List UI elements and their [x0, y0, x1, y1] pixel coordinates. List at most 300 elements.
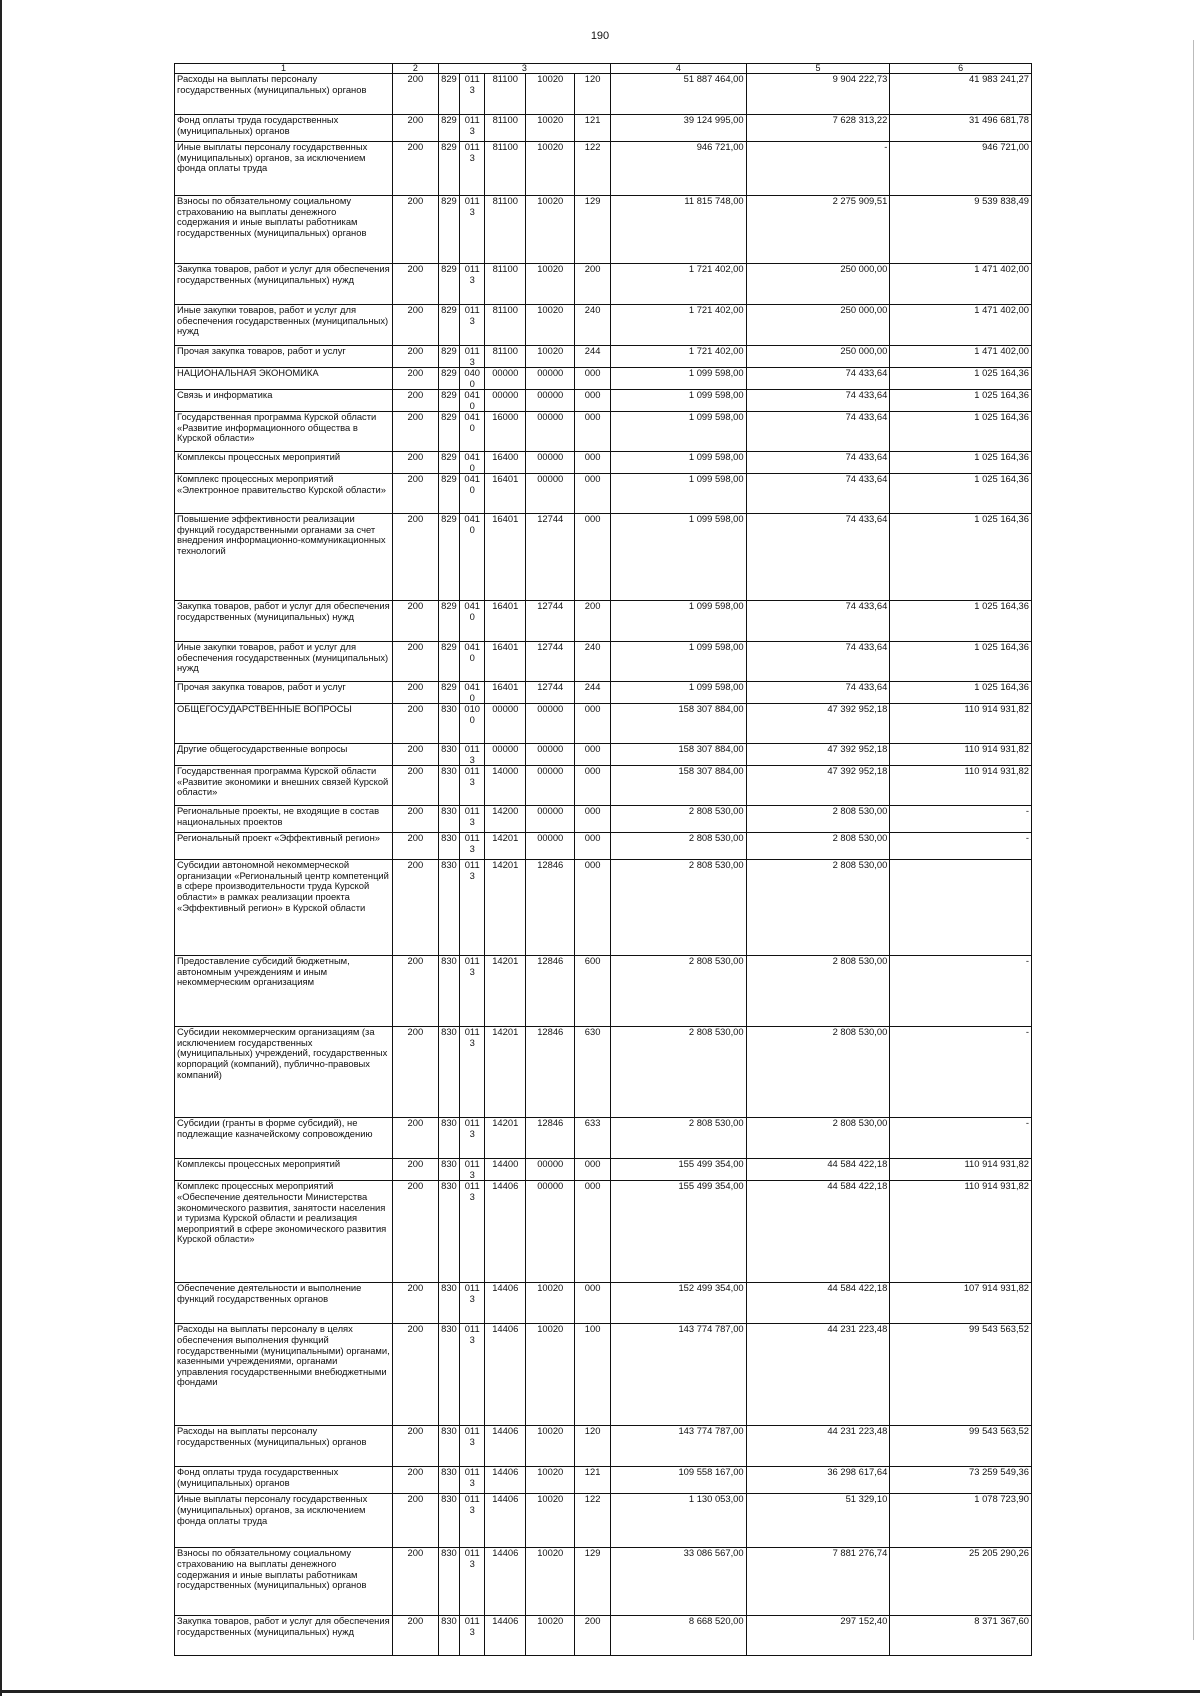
row-code-5: 10020 [526, 1494, 575, 1548]
row-code-2: 830 [438, 1159, 460, 1181]
row-code-6: 121 [575, 1467, 611, 1494]
table-row [175, 642, 1032, 682]
row-value-5: 44 231 223,48 [746, 1324, 890, 1426]
row-value-6: - [890, 806, 1032, 833]
row-code-2: 829 [438, 115, 460, 142]
row-code-5: 10020 [526, 196, 575, 264]
table-row [175, 305, 1032, 346]
row-value-4: 39 124 995,00 [611, 115, 746, 142]
row-value-5: 2 808 530,00 [746, 833, 890, 860]
row-code-5: 10020 [526, 1548, 575, 1616]
row-code-3: 0410 [460, 642, 485, 682]
row-code-1: 200 [393, 642, 438, 682]
row-code-4: 14201 [485, 1118, 526, 1159]
row-name: Государственная программа Курской области «Развитие экономики и внешних связей Курской области» [175, 766, 393, 806]
row-code-5: 12744 [526, 514, 575, 601]
row-name: Иные закупки товаров, работ и услуг для обеспечения государственных (муниципальных) нужд [175, 305, 393, 346]
row-code-6: 200 [575, 1616, 611, 1656]
row-code-6: 000 [575, 390, 611, 412]
row-value-4: 2 808 530,00 [611, 1027, 746, 1118]
row-code-4: 00000 [485, 390, 526, 412]
row-code-1: 200 [393, 474, 438, 514]
row-value-5: 250 000,00 [746, 346, 890, 368]
row-name: Взносы по обязательному социальному страхованию на выплаты денежного содержания и иные выплаты работникам государственных (муниципальных) органов [175, 1548, 393, 1616]
row-value-5: 51 329,10 [746, 1494, 890, 1548]
row-code-5: 10020 [526, 346, 575, 368]
row-value-6: 8 371 367,60 [890, 1616, 1032, 1656]
row-code-1: 200 [393, 142, 438, 196]
row-code-5: 00000 [526, 1159, 575, 1181]
table-row [175, 1181, 1032, 1283]
row-code-1: 200 [393, 514, 438, 601]
row-value-6: - [890, 956, 1032, 1027]
row-value-4: 1 721 402,00 [611, 346, 746, 368]
row-name: Предоставление субсидий бюджетным, автономным учреждениям и иным некоммерческим организациям [175, 956, 393, 1027]
row-value-4: 152 499 354,00 [611, 1283, 746, 1324]
row-name: Обеспечение деятельности и выполнение функций государственных органов [175, 1283, 393, 1324]
row-value-5: - [746, 142, 890, 196]
row-name: Взносы по обязательному социальному страхованию на выплаты денежного содержания и иные выплаты работникам государственных (муниципальных) органов [175, 196, 393, 264]
row-code-2: 830 [438, 806, 460, 833]
row-value-4: 2 808 530,00 [611, 956, 746, 1027]
row-code-5: 00000 [526, 744, 575, 766]
row-code-6: 122 [575, 142, 611, 196]
row-code-4: 14201 [485, 860, 526, 956]
row-code-4: 81100 [485, 196, 526, 264]
row-value-5: 74 433,64 [746, 514, 890, 601]
row-code-6: 000 [575, 1181, 611, 1283]
row-code-6: 200 [575, 601, 611, 642]
row-code-3: 0113 [460, 833, 485, 860]
row-value-6: 73 259 549,36 [890, 1467, 1032, 1494]
table-row [175, 1324, 1032, 1426]
row-value-6: 99 543 563,52 [890, 1426, 1032, 1467]
row-name: Связь и информатика [175, 390, 393, 412]
row-code-1: 200 [393, 1467, 438, 1494]
header-col-6: 6 [890, 64, 1032, 74]
row-value-4: 11 815 748,00 [611, 196, 746, 264]
row-code-2: 830 [438, 1616, 460, 1656]
row-code-5: 10020 [526, 1324, 575, 1426]
row-code-3: 0113 [460, 1027, 485, 1118]
row-value-4: 143 774 787,00 [611, 1426, 746, 1467]
row-code-1: 200 [393, 452, 438, 474]
row-code-1: 200 [393, 704, 438, 744]
row-code-6: 000 [575, 1159, 611, 1181]
row-code-5: 00000 [526, 368, 575, 390]
row-code-6: 129 [575, 1548, 611, 1616]
row-value-5: 36 298 617,64 [746, 1467, 890, 1494]
header-col-1: 1 [175, 64, 393, 74]
row-value-4: 2 808 530,00 [611, 1118, 746, 1159]
row-value-6 [890, 860, 1032, 956]
row-code-3: 0113 [460, 305, 485, 346]
row-value-6: 1 025 164,36 [890, 390, 1032, 412]
row-code-4: 14201 [485, 956, 526, 1027]
row-value-5: 74 433,64 [746, 474, 890, 514]
row-code-6: 240 [575, 305, 611, 346]
row-code-3: 0113 [460, 806, 485, 833]
row-code-5: 12846 [526, 956, 575, 1027]
row-code-3: 0113 [460, 1181, 485, 1283]
row-value-5: 2 808 530,00 [746, 860, 890, 956]
row-name: Другие общегосударственные вопросы [175, 744, 393, 766]
row-code-5: 00000 [526, 474, 575, 514]
row-value-6: 1 471 402,00 [890, 346, 1032, 368]
row-value-4: 1 099 598,00 [611, 601, 746, 642]
row-value-5: 44 231 223,48 [746, 1426, 890, 1467]
row-code-4: 16401 [485, 642, 526, 682]
row-name: Фонд оплаты труда государственных (муниципальных) органов [175, 115, 393, 142]
row-code-1: 200 [393, 305, 438, 346]
row-value-6: 1 025 164,36 [890, 474, 1032, 514]
row-value-6: 1 471 402,00 [890, 264, 1032, 305]
row-value-5: 297 152,40 [746, 1616, 890, 1656]
row-value-6: 1 025 164,36 [890, 682, 1032, 704]
row-code-4: 81100 [485, 74, 526, 115]
row-value-4: 158 307 884,00 [611, 704, 746, 744]
row-code-5: 12744 [526, 601, 575, 642]
row-code-2: 830 [438, 860, 460, 956]
row-value-6: 99 543 563,52 [890, 1324, 1032, 1426]
row-code-2: 829 [438, 601, 460, 642]
row-code-3: 0410 [460, 452, 485, 474]
header-row [175, 64, 1032, 74]
row-code-5: 10020 [526, 1426, 575, 1467]
table-row [175, 1118, 1032, 1159]
table-row [175, 1283, 1032, 1324]
row-name: Закупка товаров, работ и услуг для обеспечения государственных (муниципальных) нужд [175, 264, 393, 305]
row-code-1: 200 [393, 115, 438, 142]
table-row [175, 1467, 1032, 1494]
row-value-4: 1 099 598,00 [611, 390, 746, 412]
row-name: Расходы на выплаты персоналу государственных (муниципальных) органов [175, 1426, 393, 1467]
table-row [175, 806, 1032, 833]
table-row [175, 196, 1032, 264]
row-value-4: 1 721 402,00 [611, 264, 746, 305]
row-code-6: 000 [575, 368, 611, 390]
row-code-3: 0113 [460, 196, 485, 264]
table-row [175, 682, 1032, 704]
row-code-3: 0113 [460, 1467, 485, 1494]
header-col-5: 5 [746, 64, 890, 74]
row-code-4: 14406 [485, 1467, 526, 1494]
row-value-4: 1 099 598,00 [611, 452, 746, 474]
row-code-3: 0113 [460, 1548, 485, 1616]
row-code-3: 0113 [460, 142, 485, 196]
row-code-1: 200 [393, 1118, 438, 1159]
row-code-6: 129 [575, 196, 611, 264]
row-value-6: 1 471 402,00 [890, 305, 1032, 346]
row-code-3: 0113 [460, 346, 485, 368]
row-code-1: 200 [393, 1027, 438, 1118]
row-code-1: 200 [393, 1426, 438, 1467]
row-code-6: 000 [575, 704, 611, 744]
row-value-5: 44 584 422,18 [746, 1159, 890, 1181]
row-value-4: 1 099 598,00 [611, 682, 746, 704]
table-row [175, 264, 1032, 305]
row-value-6: 110 914 931,82 [890, 744, 1032, 766]
row-name: Иные закупки товаров, работ и услуг для обеспечения государственных (муниципальных) нужд [175, 642, 393, 682]
row-name: Прочая закупка товаров, работ и услуг [175, 682, 393, 704]
row-code-1: 200 [393, 833, 438, 860]
row-name: Закупка товаров, работ и услуг для обеспечения государственных (муниципальных) нужд [175, 1616, 393, 1656]
row-code-5: 00000 [526, 1181, 575, 1283]
row-value-6: 110 914 931,82 [890, 1159, 1032, 1181]
row-code-4: 14406 [485, 1494, 526, 1548]
row-code-1: 200 [393, 682, 438, 704]
row-code-3: 0113 [460, 1118, 485, 1159]
table-row [175, 412, 1032, 452]
row-code-2: 829 [438, 368, 460, 390]
row-value-5: 7 881 276,74 [746, 1548, 890, 1616]
table-row [175, 766, 1032, 806]
row-name: Субсидии (гранты в форме субсидий), не подлежащие казначейскому сопровождению [175, 1118, 393, 1159]
row-value-4: 1 099 598,00 [611, 412, 746, 452]
row-code-3: 0400 [460, 368, 485, 390]
row-value-5: 47 392 952,18 [746, 766, 890, 806]
row-code-4: 81100 [485, 264, 526, 305]
row-code-6: 121 [575, 115, 611, 142]
row-value-5: 2 808 530,00 [746, 956, 890, 1027]
row-value-4: 33 086 567,00 [611, 1548, 746, 1616]
table-row [175, 860, 1032, 956]
row-code-3: 0410 [460, 514, 485, 601]
row-code-5: 10020 [526, 142, 575, 196]
row-name: Региональный проект «Эффективный регион» [175, 833, 393, 860]
row-value-4: 143 774 787,00 [611, 1324, 746, 1426]
row-code-5: 10020 [526, 74, 575, 115]
row-value-6: - [890, 1027, 1032, 1118]
table-body [175, 64, 1032, 1656]
row-code-1: 200 [393, 1159, 438, 1181]
row-code-6: 000 [575, 514, 611, 601]
row-code-4: 16401 [485, 514, 526, 601]
row-value-4: 158 307 884,00 [611, 744, 746, 766]
row-name: НАЦИОНАЛЬНАЯ ЭКОНОМИКА [175, 368, 393, 390]
table-row [175, 346, 1032, 368]
row-code-4: 14406 [485, 1283, 526, 1324]
row-code-6: 240 [575, 642, 611, 682]
row-code-2: 830 [438, 1027, 460, 1118]
row-code-2: 830 [438, 1467, 460, 1494]
row-name: Комплексы процессных мероприятий [175, 452, 393, 474]
row-value-6: 41 983 241,27 [890, 74, 1032, 115]
row-code-5: 10020 [526, 1616, 575, 1656]
row-code-5: 12846 [526, 1027, 575, 1118]
row-value-6: 1 078 723,90 [890, 1494, 1032, 1548]
scan-border-left [0, 0, 2, 1696]
row-code-6: 244 [575, 682, 611, 704]
row-code-6: 200 [575, 264, 611, 305]
row-code-3: 0113 [460, 115, 485, 142]
row-code-2: 829 [438, 264, 460, 305]
row-code-1: 200 [393, 1324, 438, 1426]
row-code-3: 0100 [460, 704, 485, 744]
row-value-6: 1 025 164,36 [890, 514, 1032, 601]
row-name: Фонд оплаты труда государственных (муниципальных) органов [175, 1467, 393, 1494]
row-code-4: 16401 [485, 601, 526, 642]
row-code-5: 00000 [526, 806, 575, 833]
row-code-4: 16400 [485, 452, 526, 474]
row-code-4: 14406 [485, 1548, 526, 1616]
row-code-6: 630 [575, 1027, 611, 1118]
row-code-4: 16401 [485, 682, 526, 704]
row-name: Расходы на выплаты персоналу государственных (муниципальных) органов [175, 74, 393, 115]
row-code-1: 200 [393, 74, 438, 115]
row-name: Комплекс процессных мероприятий «Электронное правительство Курской области» [175, 474, 393, 514]
row-value-4: 2 808 530,00 [611, 833, 746, 860]
row-code-5: 00000 [526, 452, 575, 474]
row-value-4: 1 099 598,00 [611, 642, 746, 682]
row-code-3: 0113 [460, 766, 485, 806]
row-code-2: 829 [438, 642, 460, 682]
header-col-2: 2 [393, 64, 438, 74]
row-code-6: 000 [575, 860, 611, 956]
row-value-6: 31 496 681,78 [890, 115, 1032, 142]
row-code-4: 16000 [485, 412, 526, 452]
row-code-3: 0113 [460, 1426, 485, 1467]
row-code-1: 200 [393, 1548, 438, 1616]
row-value-6: 1 025 164,36 [890, 452, 1032, 474]
row-code-2: 829 [438, 682, 460, 704]
row-code-2: 829 [438, 74, 460, 115]
row-name: Прочая закупка товаров, работ и услуг [175, 346, 393, 368]
row-code-3: 0113 [460, 1159, 485, 1181]
row-code-3: 0113 [460, 1616, 485, 1656]
table-row [175, 368, 1032, 390]
row-code-3: 0113 [460, 264, 485, 305]
row-value-5: 74 433,64 [746, 368, 890, 390]
row-code-4: 81100 [485, 346, 526, 368]
row-code-5: 12846 [526, 860, 575, 956]
row-value-5: 250 000,00 [746, 305, 890, 346]
row-name: Закупка товаров, работ и услуг для обеспечения государственных (муниципальных) нужд [175, 601, 393, 642]
row-code-6: 122 [575, 1494, 611, 1548]
row-value-5: 9 904 222,73 [746, 74, 890, 115]
table-row [175, 514, 1032, 601]
budget-table [174, 63, 1032, 1656]
row-code-2: 829 [438, 412, 460, 452]
table-row [175, 452, 1032, 474]
row-code-6: 633 [575, 1118, 611, 1159]
row-code-6: 000 [575, 744, 611, 766]
table-row [175, 1548, 1032, 1616]
row-value-6: 110 914 931,82 [890, 704, 1032, 744]
row-name: ОБЩЕГОСУДАРСТВЕННЫЕ ВОПРОСЫ [175, 704, 393, 744]
row-code-1: 200 [393, 956, 438, 1027]
row-code-5: 10020 [526, 1467, 575, 1494]
row-value-5: 74 433,64 [746, 601, 890, 642]
table-row [175, 115, 1032, 142]
row-value-5: 44 584 422,18 [746, 1181, 890, 1283]
row-value-4: 946 721,00 [611, 142, 746, 196]
table-row [175, 474, 1032, 514]
row-code-4: 00000 [485, 744, 526, 766]
row-code-5: 10020 [526, 1283, 575, 1324]
row-value-4: 109 558 167,00 [611, 1467, 746, 1494]
row-value-4: 2 808 530,00 [611, 860, 746, 956]
row-name: Комплексы процессных мероприятий [175, 1159, 393, 1181]
table-row [175, 1159, 1032, 1181]
table-row [175, 956, 1032, 1027]
row-code-4: 81100 [485, 305, 526, 346]
row-code-2: 829 [438, 346, 460, 368]
table-row [175, 744, 1032, 766]
row-value-4: 1 099 598,00 [611, 474, 746, 514]
row-value-4: 155 499 354,00 [611, 1181, 746, 1283]
row-code-1: 200 [393, 1283, 438, 1324]
row-value-4: 1 130 053,00 [611, 1494, 746, 1548]
row-code-2: 829 [438, 452, 460, 474]
row-name: Субсидии автономной некоммерческой организации «Региональный центр компетенций в сфере производительности труда Курской области» в рамках реализации проекта «Эффективный регион» в Курской области [175, 860, 393, 956]
row-value-6: 110 914 931,82 [890, 1181, 1032, 1283]
row-code-1: 200 [393, 1616, 438, 1656]
row-code-6: 000 [575, 452, 611, 474]
row-code-1: 200 [393, 1494, 438, 1548]
row-code-2: 830 [438, 704, 460, 744]
row-code-2: 830 [438, 833, 460, 860]
row-name: Государственная программа Курской области «Развитие информационного общества в Курской области» [175, 412, 393, 452]
row-value-5: 74 433,64 [746, 390, 890, 412]
row-code-1: 200 [393, 412, 438, 452]
row-value-6: 107 914 931,82 [890, 1283, 1032, 1324]
row-code-5: 00000 [526, 766, 575, 806]
row-value-5: 250 000,00 [746, 264, 890, 305]
row-value-5: 74 433,64 [746, 452, 890, 474]
row-code-1: 200 [393, 601, 438, 642]
row-name: Повышение эффективности реализации функций государственными органами за счет внедрения информационно-коммуникационных технологий [175, 514, 393, 601]
row-code-2: 830 [438, 1181, 460, 1283]
row-code-4: 00000 [485, 368, 526, 390]
table-row [175, 1027, 1032, 1118]
row-value-4: 1 721 402,00 [611, 305, 746, 346]
row-code-1: 200 [393, 766, 438, 806]
row-code-4: 14400 [485, 1159, 526, 1181]
row-code-4: 14406 [485, 1181, 526, 1283]
row-code-4: 14406 [485, 1324, 526, 1426]
row-name: Иные выплаты персоналу государственных (муниципальных) органов, за исключением фонда оплаты труда [175, 1494, 393, 1548]
row-code-2: 830 [438, 1548, 460, 1616]
header-col-4: 4 [611, 64, 746, 74]
row-code-4: 16401 [485, 474, 526, 514]
row-name: Расходы на выплаты персоналу в целях обеспечения выполнения функций государственными (муниципальными) органами, казенными учреждениями, органами управления государственными внебюджетными фондами [175, 1324, 393, 1426]
row-code-1: 200 [393, 390, 438, 412]
row-code-3: 0410 [460, 474, 485, 514]
row-code-6: 120 [575, 1426, 611, 1467]
row-code-1: 200 [393, 1181, 438, 1283]
scan-border-bottom [0, 1690, 1200, 1693]
row-value-5: 74 433,64 [746, 642, 890, 682]
row-code-5: 10020 [526, 115, 575, 142]
row-value-4: 1 099 598,00 [611, 514, 746, 601]
row-name: Комплекс процессных мероприятий «Обеспечение деятельности Министерства экономического развития, занятости населения и туризма Курской области и реализация мероприятий в сфере экономического развития Курской области» [175, 1181, 393, 1283]
row-code-2: 830 [438, 744, 460, 766]
row-code-6: 120 [575, 74, 611, 115]
row-code-3: 0113 [460, 1283, 485, 1324]
row-value-5: 47 392 952,18 [746, 744, 890, 766]
table-row [175, 704, 1032, 744]
row-value-6: 946 721,00 [890, 142, 1032, 196]
row-code-1: 200 [393, 196, 438, 264]
table-row [175, 1616, 1032, 1656]
row-code-3: 0410 [460, 682, 485, 704]
row-name: Субсидии некоммерческим организациям (за исключением государственных (муниципальных) учреждений, государственных корпораций (компаний), публично-правовых компаний) [175, 1027, 393, 1118]
row-code-1: 200 [393, 368, 438, 390]
row-code-2: 830 [438, 1426, 460, 1467]
table-row [175, 74, 1032, 115]
row-code-4: 14406 [485, 1616, 526, 1656]
